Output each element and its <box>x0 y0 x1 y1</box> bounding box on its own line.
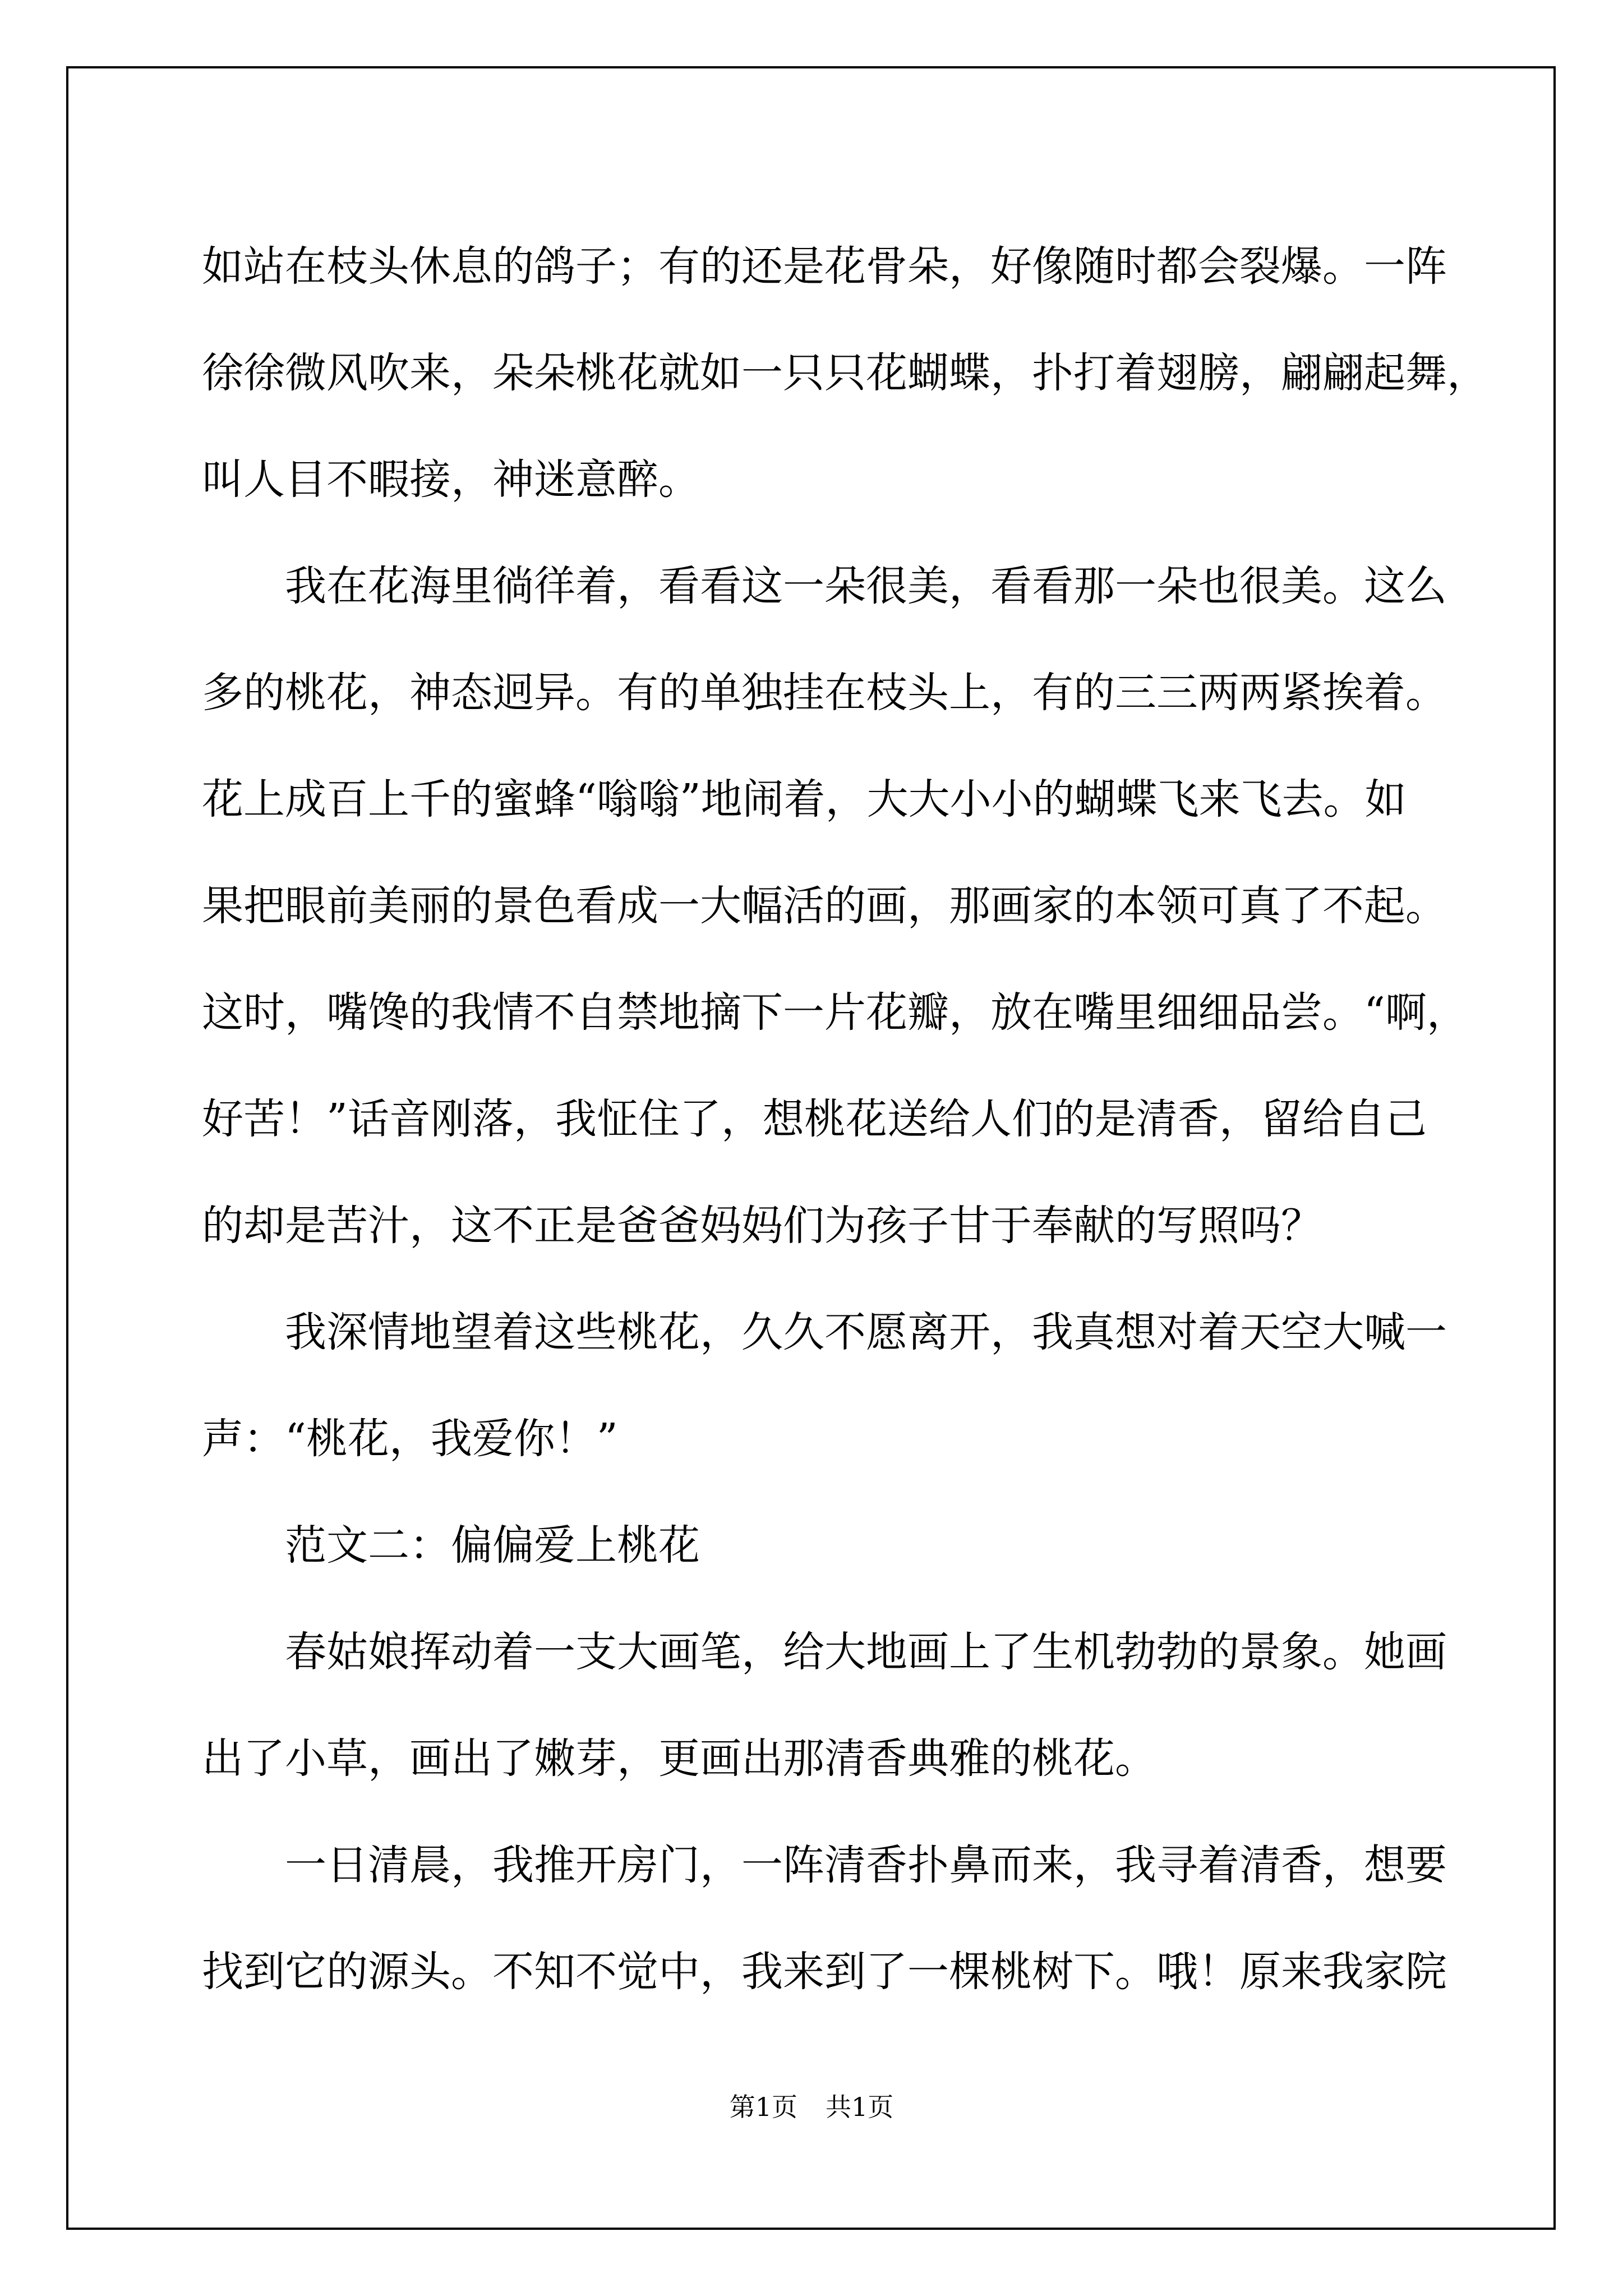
section-heading: 范文二：偏偏爱上桃花 <box>285 1521 700 1570</box>
text-line: 一日清晨，我推开房门，一阵清香扑鼻而来，我寻着清香，想要 <box>285 1841 1447 1889</box>
text-line: 徐徐微风吹来，朵朵桃花就如一只只花蝴蝶，扑打着翅膀，翩翩起舞， <box>202 349 1488 397</box>
text-line: 多的桃花，神态迥异。有的单独挂在枝头上，有的三三两两紧挨着。 <box>202 669 1447 717</box>
text-line: 出了小草，画出了嫩芽，更画出那清香典雅的桃花。 <box>202 1734 1156 1783</box>
text-line: 找到它的源头。不知不觉中，我来到了一棵桃树下。哦！原来我家院 <box>202 1948 1447 1996</box>
text-line: 这时，嘴馋的我情不自禁地摘下一片花瓣，放在嘴里细细品尝。“啊， <box>202 988 1468 1037</box>
page-number-current: 第1页 <box>729 2092 797 2122</box>
page-footer <box>0 2087 1623 2124</box>
text-line: 果把眼前美丽的景色看成一大幅活的画，那画家的本领可真了不起。 <box>202 882 1447 930</box>
document-body <box>202 213 1488 2025</box>
text-line: 的却是苦汁，这不正是爸爸妈妈们为孩子甘于奉献的写照吗？ <box>202 1202 1322 1250</box>
text-line: 声：“桃花，我爱你！” <box>202 1415 618 1463</box>
text-line: 我深情地望着这些桃花，久久不愿离开，我真想对着天空大喊一 <box>285 1308 1447 1356</box>
text-line: 如站在枝头休息的鸽子；有的还是花骨朵，好像随时都会裂爆。一阵 <box>202 242 1447 291</box>
text-line: 春姑娘挥动着一支大画笔，给大地画上了生机勃勃的景象。她画 <box>285 1628 1447 1676</box>
text-line: 我在花海里徜徉着，看看这一朵很美，看看那一朵也很美。这么 <box>285 562 1447 610</box>
text-line: 好苦！”话音刚落，我怔住了，想桃花送给人们的是清香，留给自己 <box>202 1095 1427 1143</box>
text-line: 花上成百上千的蜜蜂“嗡嗡”地闹着，大大小小的蝴蝶飞来飞去。如 <box>202 775 1407 823</box>
page-number-total: 共1页 <box>826 2092 894 2122</box>
text-line: 叫人目不暇接，神迷意醉。 <box>202 455 700 504</box>
